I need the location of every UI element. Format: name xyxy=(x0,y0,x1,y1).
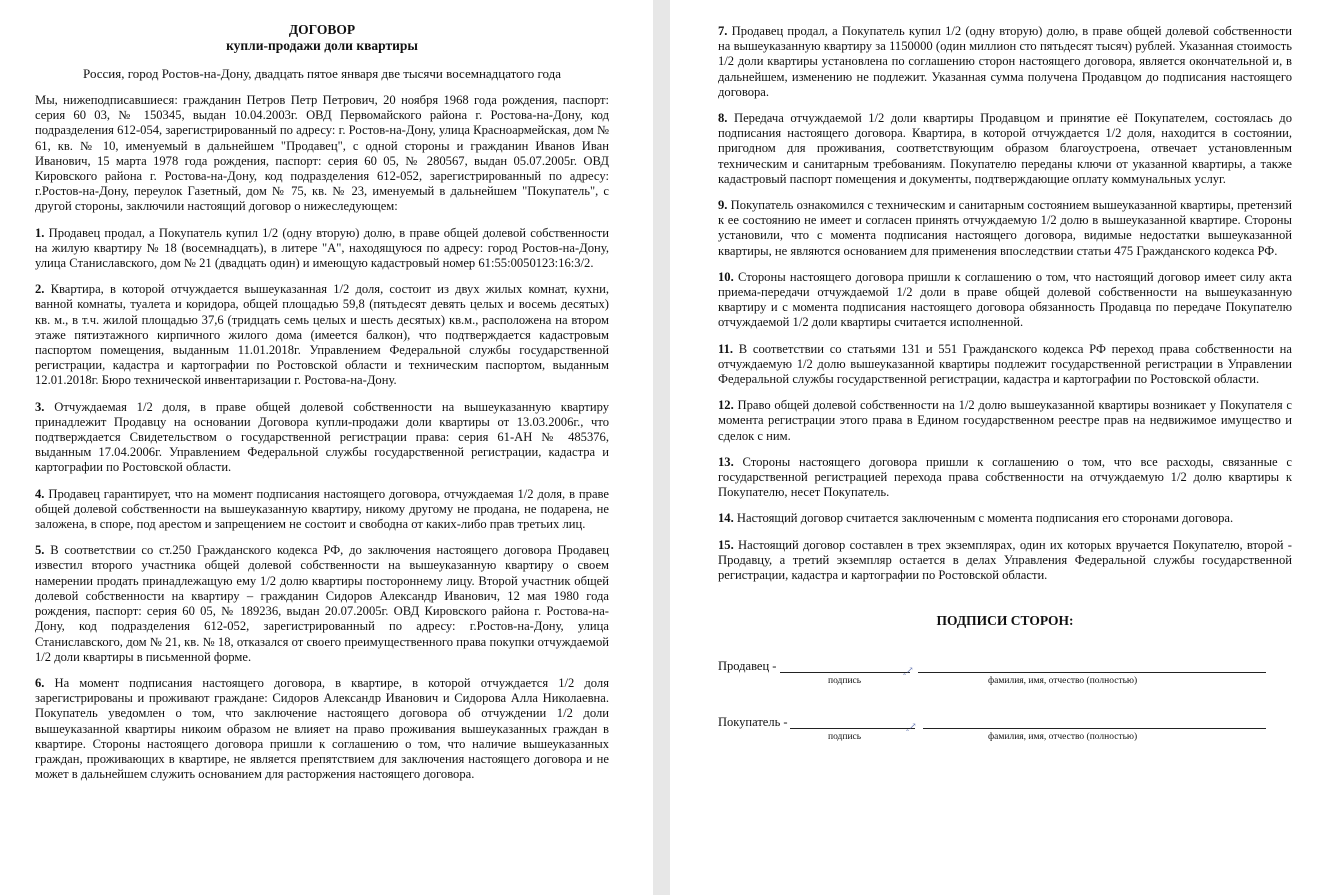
clause-5 xyxy=(35,543,609,665)
clause-text: Стороны настоящего договора пришли к соглашению о том, что все расходы, связанные с государственной регистрацией перехода права собственности на отчуждаемую 1/2 долю квартиры к Покупателю, несет Покупатель. xyxy=(718,454,1292,500)
clause-text: Продавец продал, а Покупатель купил 1/2 (одну вторую) долю, в праве общей долевой собственности на жилую квартиру № 18 (восемнадцать), в литере "А", находящуюся по адресу: город Ростов-на-Дону, улица Станиславского, дом № 21 (двадцать один) и имеющую кадастровый номер 61:55:0050123:16:3/2. xyxy=(35,225,609,271)
clause-number: 14. xyxy=(718,511,734,526)
buyer-name-caption: фамилия, имя, отчество (полностью) xyxy=(988,732,1138,743)
intro-paragraph: Мы, нижеподписавшиеся: гражданин Петров Петр Петрович, 20 ноября 1968 года рождения, паспорт: серия 60 03, № 150345, выдан 10.04.2003г. ОВД Первомайского района г. Ростова-на-Дону, код подразделения 612-054, зарегистрированный по адресу: г. Ростов-на-Дону, улица Красноармейская, дом № 61, кв. № 10, именуемый в дальнейшем "Продавец", с одной стороны и гражданин Иванов Иван Иванович, 15 марта 1978 года рождения, паспорт: серия 60 05, № 280567, выдан 05.07.2005г. ОВД Кировского района г. Ростова-на-Дону, код подразделения 612-052, зарегистрированный по адресу: г.Ростов-на-Дону, переулок Газетный, дом № 75, кв. № 23, именуемый в дальнейшем "Покупатель", с другой стороны, заключили настоящий договор о нижеследующем: xyxy=(35,93,609,214)
clause-text: Отчуждаемая 1/2 доля, в праве общей долевой собственности на вышеуказанную квартиру принадлежит Продавцу на основании Договора купли-продажи доли квартиры от 13.03.2006г., что подтверждается Свидетельством о государственной регистрации права: серия 61-АН № 485376, выданным 17.04.2006г. Управлением Федеральной службы государственной регистрации, кадастра и картографии по Ростовской области. xyxy=(35,399,609,475)
clause-number: 6. xyxy=(35,675,45,690)
clause-number: 3. xyxy=(35,399,45,414)
clause-10 xyxy=(718,270,1292,331)
clause-2 xyxy=(35,282,609,388)
clause-text: Настоящий договор составлен в трех экземплярах, один их которых вручается Покупателю, второй - Продавцу, а третий экземпляр остается в делах Управления Федеральной службы государственной регистрации, кадастра и картографии по Ростовской области. xyxy=(718,537,1292,583)
buyer-signature-caption: подпись xyxy=(828,732,862,743)
signature-mark-icon: ꞈ↗ xyxy=(903,665,914,676)
clause-14 xyxy=(718,511,1292,526)
buyer-signature-line[interactable] xyxy=(790,728,915,729)
clause-number: 13. xyxy=(718,454,734,469)
document-page-right xyxy=(670,0,1327,895)
clause-number: 4. xyxy=(35,486,45,501)
clause-text: В соответствии со статьями 131 и 551 Гражданского кодекса РФ переход права собственности на отчуждаемую 1/2 долю вышеуказанной квартиры подлежит государственной регистрации в Управлении Федеральной службы государственной регистрации, кадастра и картографии по Ростовской области. xyxy=(718,341,1292,387)
clause-11 xyxy=(718,342,1292,388)
clause-number: 11. xyxy=(718,341,734,356)
clause-9 xyxy=(718,198,1292,259)
document-page-left xyxy=(0,0,653,895)
seller-name-line[interactable] xyxy=(918,672,1266,673)
clause-number: 10. xyxy=(718,269,734,284)
signature-mark-icon: ꞈ↗ xyxy=(906,721,917,732)
buyer-name-line[interactable] xyxy=(923,728,1266,729)
clause-number: 7. xyxy=(718,24,728,38)
seller-signature-caption: подпись xyxy=(828,676,862,687)
clause-6 xyxy=(35,676,609,782)
clause-text: В соответствии со ст.250 Гражданского кодекса РФ, до заключения настоящего договора Продавец известил второго участника общей долевой собственности на вышеуказанную квартиру о своем намерении продать принадлежащую ему 1/2 долю квартиры постороннему лицу. Второй участник общей долевой собственности на квартиру – гражданин Сидоров Александр Иванович, 12 мая 1980 года рождения, паспорт: серия 60 05, № 189236, выдан 20.07.2005г. ОВД Кировского района г. Ростова-на-Дону, код подразделения 612-052, зарегистрированный по адресу: г.Ростов-на-Дону, улица Станиславского, дом № 21, кв. № 18, отказался от своего преимущественного права покупки отчуждаемой 1/2 доли квартиры в письменной форме. xyxy=(35,543,609,664)
document-title: ДОГОВОР xyxy=(288,22,356,37)
clause-text: Передача отчуждаемой 1/2 доли квартиры Продавцом и принятие её Покупателем, состоялась до подписания настоящего договора. Квартира, в которой отчуждается 1/2 доля, находится в состоянии, пригодном для проживания, соответствующим образом благоустроена, отвечает установленным техническим и санитарным требованиям. Покупателю переданы ключи от указанной квартиры, а также кадастровый паспорт помещения и документы, подтверждающие оплату коммунальных услуг. xyxy=(718,111,1292,186)
clause-number: 8. xyxy=(718,111,728,126)
clause-1 xyxy=(35,226,609,272)
seller-signature-row xyxy=(718,659,1292,715)
clause-number: 15. xyxy=(718,537,734,552)
seller-signature-line[interactable] xyxy=(780,672,910,673)
clause-text: Настоящий договор считается заключенным с момента подписания его сторонами договора. xyxy=(736,511,1234,526)
clause-number: 5. xyxy=(35,543,45,558)
clause-text: Продавец гарантирует, что на момент подписания настоящего договора, отчуждаемая 1/2 доля, в праве общей долевой собственности на вышеуказанную квартиру, никому другому не продана, не подарена, не заложена, в споре, под арестом и запрещением не состоит и свободна от каких-либо прав третьих лиц. xyxy=(35,486,609,532)
clause-15 xyxy=(718,538,1292,584)
clause-3 xyxy=(35,400,609,476)
clause-number: 2. xyxy=(35,282,45,297)
clause-number: 1. xyxy=(35,225,45,240)
clause-8 xyxy=(718,111,1292,187)
clause-text: На момент подписания настоящего договора, в квартире, в которой отчуждается 1/2 доля зарегистрированы и проживают граждане: Сидоров Александр Иванович и Сидорова Алла Николаевна. Покупатель уведомлен о том, что заключение настоящего договора об отчуждении 1/2 доли вышеуказанной квартиры никоим образом не влияет на право проживания вышеуказанных граждан в квартире. Стороны настоящего договора пришли к соглашению о том, что наличие вышеуказанных граждан, проживающих в квартире, не является препятствием для заключения настоящего договора и не может в дальнейшем служить основанием для расторжения настоящего договора. xyxy=(35,675,610,782)
clause-number: 9. xyxy=(718,198,728,213)
seller-name-caption: фамилия, имя, отчество (полностью) xyxy=(988,676,1138,687)
signatures-heading: ПОДПИСИ СТОРОН: xyxy=(936,613,1074,629)
clause-number: 12. xyxy=(718,398,734,413)
seller-label: Продавец - xyxy=(718,659,777,674)
clause-13 xyxy=(718,455,1292,501)
clause-7 xyxy=(718,24,1292,100)
clause-text: Стороны настоящего договора пришли к соглашению о том, что настоящий договор имеет силу акта приема-передачи отчуждаемой 1/2 доли в праве общей долевой собственности на вышеуказанную квартиру и с момента подписания настоящего договора обязанность Продавца по передаче Покупателю отчуждаемой 1/2 доли квартиры считается исполненной. xyxy=(718,269,1292,330)
clause-text: Право общей долевой собственности на 1/2 долю вышеуказанной квартиры возникает у Покупателя с момента регистрации этого права в Едином государственном реестре прав на недвижимое имущество и сделок с ним. xyxy=(718,398,1292,443)
clause-text: Покупатель ознакомился с техническим и санитарным состоянием вышеуказанной квартиры, претензий к ее состоянию не имеет и согласен принять отчуждаемую 1/2 долю в вышеуказанной квартире. Стороны установили, что с момента подписания настоящего договора, видимые недостатки вышеуказанной квартиры, не являются основанием для применения впоследствии статьи 475 Гражданского кодекса РФ. xyxy=(718,198,1292,258)
buyer-signature-row xyxy=(718,715,1292,771)
clause-text: Квартира, в которой отчуждается вышеуказанная 1/2 доля, состоит из двух жилых комнат, кухни, ванной комнаты, туалета и коридора, общей площадью 59,8 (пятьдесят девять целых и восемь десятых) кв. м., в т.ч. жилой площадью 37,6 (тридцать семь целых и шесть десятых) кв.м., расположена на втором этаже пятиэтажного кирпичного жилого дома (имеется балкон), что подтверждается кадастровым паспортом помещения, выданным 11.01.2018г. Управлением Федеральной службы государственной регистрации, кадастра и картографии по Ростовской области и техническим паспортом, выданным 12.01.2018г. Бюро технической инвентаризации г. Ростова-на-Дону. xyxy=(35,282,609,388)
clause-text: Продавец продал, а Покупатель купил 1/2 (одну вторую) долю, в праве общей долевой собственности на вышеуказанную квартиру за 1150000 (один миллион сто пятьдесят тысяч) рублей. Указанная стоимость 1/2 доли квартиры установлена по соглашению сторон настоящего договора, является окончательной и, в дальнейшем, изменению не подлежит. Указанная сумма получена Продавцом до подписания настоящего договора. xyxy=(718,24,1292,99)
clause-12 xyxy=(718,398,1292,444)
document-subtitle: купли-продажи доли квартиры xyxy=(226,38,418,53)
place-date-line: Россия, город Ростов-на-Дону, двадцать пятое января две тысячи восемнадцатого года xyxy=(83,66,561,81)
clause-4 xyxy=(35,487,609,533)
buyer-label: Покупатель - xyxy=(718,715,788,730)
